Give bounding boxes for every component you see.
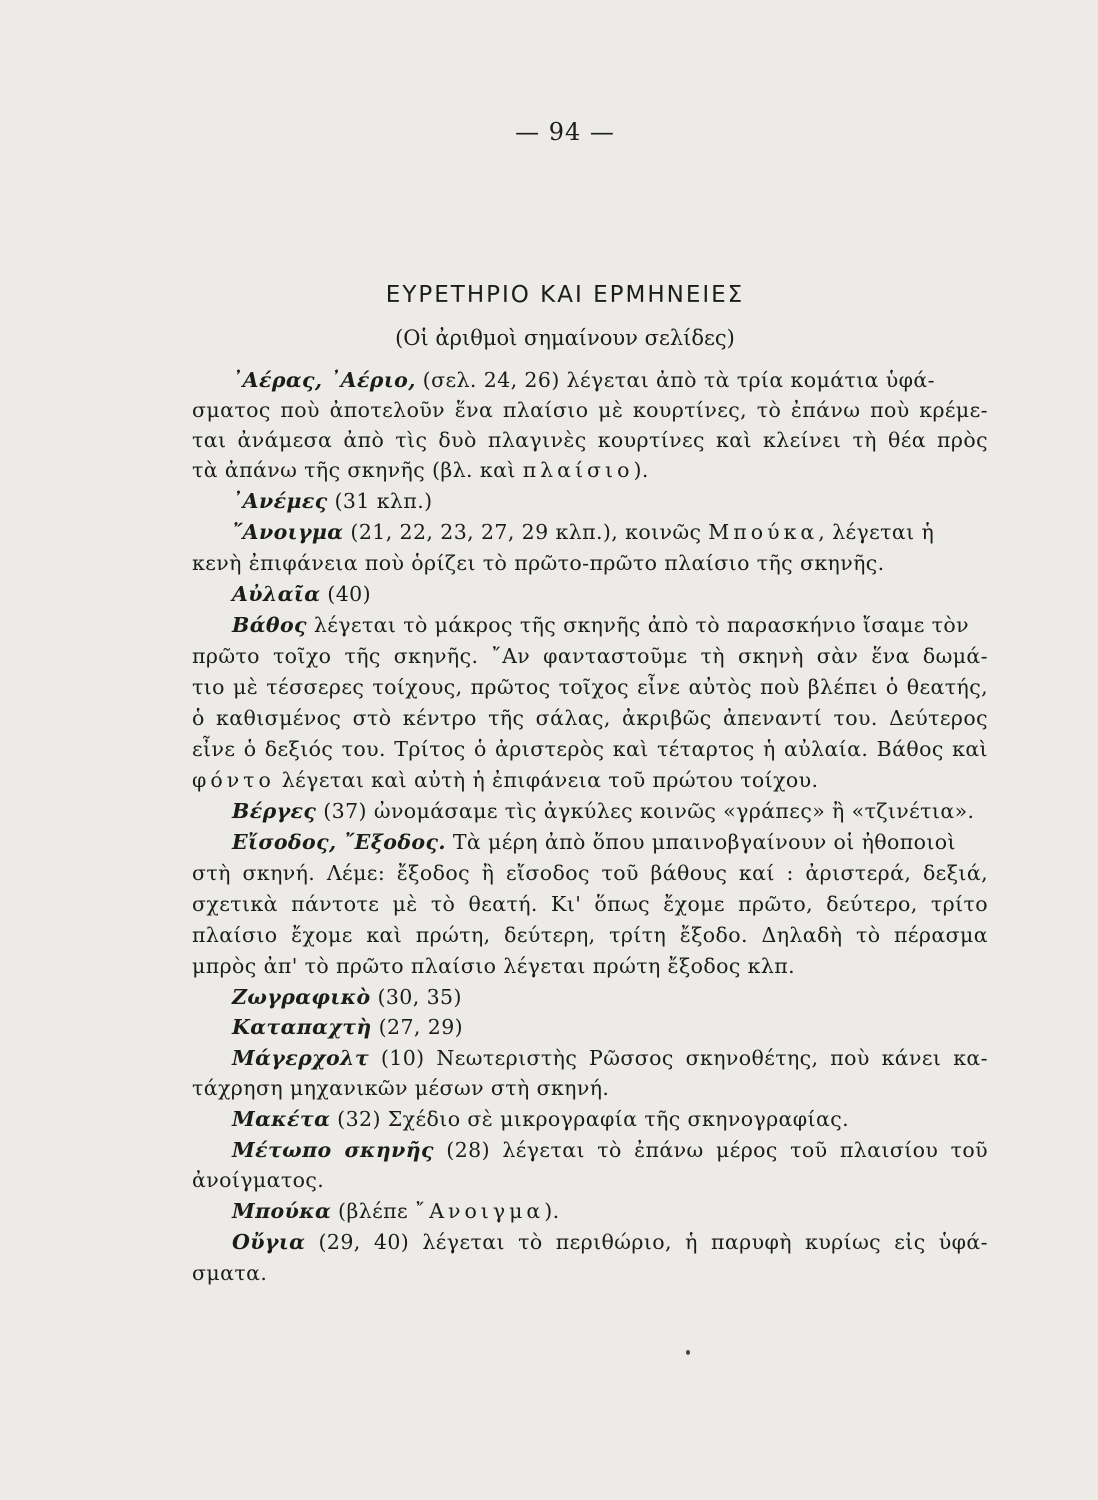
entry-aulaia xyxy=(232,582,371,606)
entry-aeras-line-3: ται ἀνάμεσα ἀπὸ τὶς δυὸ πλαγινὲς κουρτίνες καὶ κλείνει τὴ θέα πρὸς xyxy=(192,428,988,452)
entry-eisodos-line-4: πλαίσιο ἔχομε καὶ πρώτη, δεύτερη, τρίτη ἔξοδο. Δηλαδὴ τὸ πέρασμα xyxy=(192,923,988,947)
entry-text: (29, 40) λέγεται τὸ περιθώριο, ἡ παρυφὴ κυρίως εἰς ὑφά- xyxy=(305,1230,988,1254)
entry-ouyia-line-1 xyxy=(232,1230,988,1254)
entry-term: Βάθος xyxy=(232,613,307,637)
entry-text: (βλέπε xyxy=(331,1199,415,1223)
entry-reference: Μπούκα xyxy=(708,520,819,544)
entry-term: ᾿Ανέμες xyxy=(232,489,328,513)
entry-eisodos-line-2: στὴ σκηνή. Λέμε: ἔξοδος ἢ εἴσοδος τοῦ βάθους καί : ἀριστερά, δεξιά, xyxy=(192,861,988,885)
entry-term: Καταπαχτὴ xyxy=(232,1015,372,1039)
entry-ouyia-line-2: σματα. xyxy=(192,1261,268,1285)
entry-metopo-line-2: ἀνοίγματος. xyxy=(192,1168,325,1192)
entry-text: (32) Σχέδιο σὲ μικρογραφία τῆς σκηνογραφίας. xyxy=(330,1107,850,1131)
entry-metopo-line-1 xyxy=(232,1138,988,1162)
entry-meyerhold-line-1 xyxy=(232,1046,988,1070)
ink-speck xyxy=(686,1350,690,1355)
entry-maketa xyxy=(232,1107,849,1131)
entry-text: ). xyxy=(633,458,649,482)
entry-text: (10) Νεωτεριστὴς Ρῶσσος σκηνοθέτης, ποὺ κάνει κα- xyxy=(369,1046,988,1070)
entry-vathos-line-2: πρῶτο τοῖχο τῆς σκηνῆς. ῎Αν φανταστοῦμε τὴ σκηνὴ σὰν ἕνα δωμά- xyxy=(192,644,988,668)
entry-aeras-line-2: σματος ποὺ ἀποτελοῦν ἕνα πλαίσιο μὲ κουρτίνες, τὸ ἐπάνω ποὺ κρέμε- xyxy=(192,398,988,422)
entry-text: , λέγεται ἡ xyxy=(818,520,935,544)
entry-zografiko xyxy=(232,985,462,1009)
entry-anoigma-line-2: κενὴ ἐπιφάνεια ποὺ ὁρίζει τὸ πρῶτο-πρῶτο πλαίσιο τῆς σκηνῆς. xyxy=(192,551,885,575)
entry-aeras-line-4 xyxy=(192,458,649,482)
entry-term: Ζωγραφικὸ xyxy=(232,985,371,1009)
entry-reference: φόντο xyxy=(192,768,275,792)
entry-text: (37) ὠνομάσαμε τὶς ἀγκύλες κοινῶς «γράπες» ἢ «τζινέτια». xyxy=(316,799,975,823)
entry-vathos-line-6 xyxy=(192,768,818,792)
entry-term: Εἴσοδος, ῎Εξοδος. xyxy=(232,830,446,854)
entry-term: Μάγερχολτ xyxy=(232,1046,370,1070)
page-number: — 94 — xyxy=(515,118,615,146)
entry-eisodos-line-1 xyxy=(232,830,956,854)
page-title: ΕΥΡΕΤΗΡΙΟ ΚΑΙ ΕΡΜΗΝΕΙΕΣ xyxy=(385,282,745,308)
entry-anoigma-line-1 xyxy=(232,520,934,544)
entry-term: Αὐλαῖα xyxy=(232,582,321,606)
entry-text: (21, 22, 23, 27, 29 κλπ.), κοινῶς xyxy=(343,520,709,544)
entry-eisodos-line-5: μπρὸς ἀπ' τὸ πρῶτο πλαίσιο λέγεται πρώτη ἔξοδος κλπ. xyxy=(192,954,796,978)
entry-text: λέγεται τὸ μάκρος τῆς σκηνῆς ἀπὸ τὸ παρασκήνιο ἴσαμε τὸν xyxy=(306,613,970,637)
entry-verges xyxy=(232,799,974,823)
entry-reference: ῎Ανοιγμα xyxy=(414,1199,545,1223)
entry-text: τὰ ἀπάνω τῆς σκηνῆς (βλ. καὶ xyxy=(192,458,523,482)
entry-text: λέγεται καὶ αὐτὴ ἡ ἐπιφάνεια τοῦ πρώτου τοίχου. xyxy=(274,768,819,792)
entry-term: Μπούκα xyxy=(232,1199,332,1223)
entry-vathos-line-3: τιο μὲ τέσσερες τοίχους, πρῶτος τοῖχος εἶνε αὐτὸς ποὺ βλέπει ὁ θεατής, xyxy=(192,675,988,699)
entry-term: ῎Ανοιγμα xyxy=(232,520,344,544)
entry-text: (28) λέγεται τὸ ἐπάνω μέρος τοῦ πλαισίου τοῦ xyxy=(433,1138,988,1162)
entry-text: (40) xyxy=(320,582,371,606)
entry-term: Μακέτα xyxy=(232,1107,331,1131)
entry-bouka xyxy=(232,1199,560,1223)
entry-text: (31 κλπ.) xyxy=(327,489,433,513)
entry-meyerhold-line-2: τάχρηση μηχανικῶν μέσων στὴ σκηνή. xyxy=(192,1076,610,1100)
entry-term: Οὔγια xyxy=(232,1230,306,1254)
entry-vathos-line-4: ὁ καθισμένος στὸ κέντρο τῆς σάλας, ἀκριβῶς ἀπεναντί του. Δεύτερος xyxy=(192,706,988,730)
entry-vathos-line-5: εἶνε ὁ δεξιός του. Τρίτος ὁ ἀριστερὸς καὶ τέταρτος ἡ αὐλαία. Βάθος καὶ xyxy=(192,737,988,761)
subtitle: (Οἱ ἀριθμοὶ σημαίνουν σελίδες) xyxy=(395,326,735,350)
entry-text: (30, 35) xyxy=(370,985,462,1009)
entry-text: Τὰ μέρη ἀπὸ ὅπου μπαινοβγαίνουν οἱ ἠθοποιοὶ xyxy=(445,830,956,854)
entry-katapaxti xyxy=(232,1015,463,1039)
entry-term: Μέτωπο σκηνῆς xyxy=(232,1138,434,1162)
entry-term: ᾿Αέρας, ᾿Αέριο, xyxy=(232,368,416,392)
entry-aeras-line-1 xyxy=(232,368,935,392)
entry-vathos-line-1 xyxy=(232,613,969,637)
entry-text: (σελ. 24, 26) λέγεται ἀπὸ τὰ τρία κομάτια ὑφά- xyxy=(415,368,935,392)
entry-reference: πλαίσιο xyxy=(522,458,634,482)
entry-term: Βέργες xyxy=(232,799,317,823)
entry-anemes xyxy=(232,489,433,513)
entry-eisodos-line-3: σχετικὰ πάντοτε μὲ τὸ θεατή. Κι' ὅπως ἔχομε πρῶτο, δεύτερο, τρίτο xyxy=(192,892,988,916)
entry-text: ). xyxy=(544,1199,560,1223)
entry-text: (27, 29) xyxy=(371,1015,464,1039)
